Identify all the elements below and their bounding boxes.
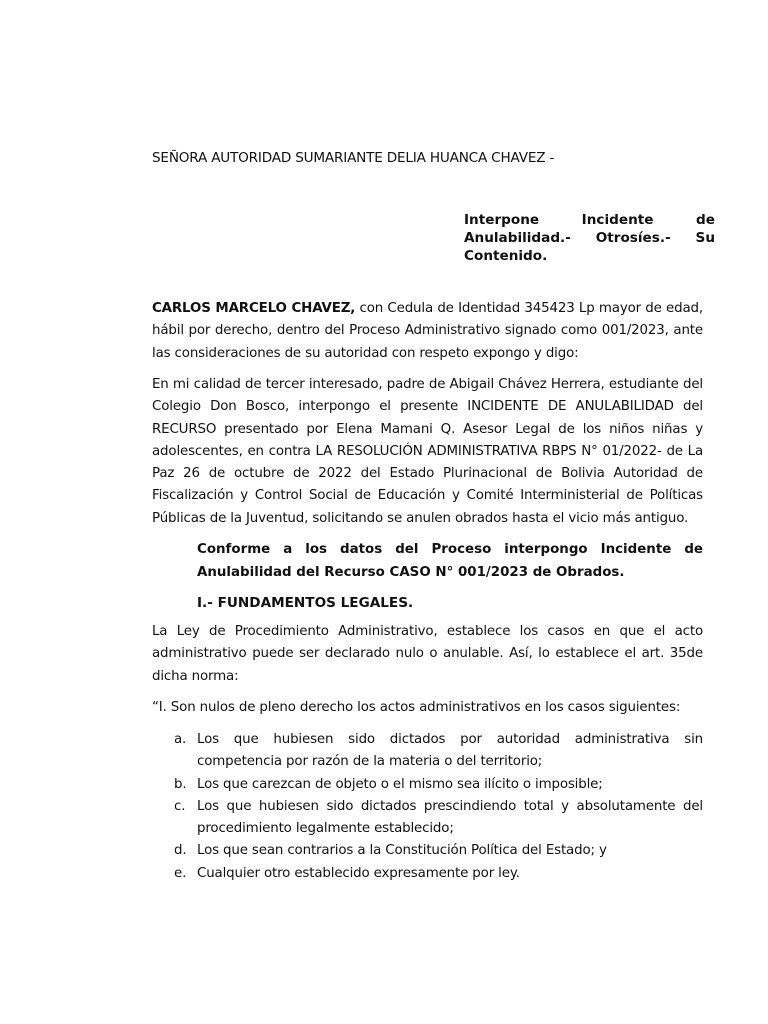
list-marker: a. bbox=[174, 732, 187, 747]
petitioner-name: CARLOS MARCELO CHAVEZ, bbox=[152, 301, 356, 316]
nullity-cases-list bbox=[152, 729, 703, 885]
list-item bbox=[152, 840, 703, 862]
paragraph-standing: En mi calidad de tercer interesado, padre de Abigail Chávez Herrera, estudiante del Colegio Don Bosco, interpongo el presente INCIDENTE DE ANULABILIDAD del RECURSO presentado por Elena Mamani Q. Asesor Legal de los niños niñas y adolescentes, en contra LA RESOLUCIÓN ADMINISTRATIVA RBPS N° 01/2022- de La Paz 26 de octubre de 2022 del Estado Plurinacional de Bolivia Autoridad de Fiscalización y Control Social de Educación y Comité Interministerial de Políticas Públicas de la Juventud, solicitando se anulen obrados hasta el vicio más antiguo. bbox=[152, 377, 703, 526]
list-item-text: Cualquier otro establecido expresamente por ley. bbox=[197, 865, 520, 881]
intro-text: con Cedula de Identidad 345423 Lp mayor de edad, hábil por derecho, dentro del Proceso Administrativo signado como 001/2023, ante las consideraciones de su autoridad con respeto expongo y digo: bbox=[152, 301, 703, 361]
list-marker: e. bbox=[174, 865, 187, 881]
paragraph-incident: Conforme a los datos del Proceso interpongo Incidente de Anulabilidad del Recurso CASO N° 001/2023 de Obrados. bbox=[197, 542, 703, 580]
sumilla: Interpone Incidente de Anulabilidad.- Otrosíes.- Su Contenido. bbox=[464, 212, 715, 264]
section-heading: I.- FUNDAMENTOS LEGALES. bbox=[197, 595, 414, 611]
list-marker: c. bbox=[174, 798, 186, 814]
list-item-text: Los que carezcan de objeto o el mismo sea ilícito o imposible; bbox=[197, 776, 603, 792]
paragraph-law: La Ley de Procedimiento Administrativo, establece los casos en que el acto administrativo puede ser declarado nulo o anulable. Así, lo establece el art. 35de dicha norma: bbox=[152, 624, 703, 684]
list-item bbox=[152, 774, 703, 796]
intro-paragraph bbox=[152, 298, 703, 365]
addressee-line: SEÑORA AUTORIDAD SUMARIANTE DELIA HUANCA CHAVEZ - bbox=[152, 150, 555, 166]
list-item bbox=[152, 863, 703, 885]
list-item-text: Los que hubiesen sido dictados por autoridad administrativa sin competencia por razón de la materia o del territorio; bbox=[197, 732, 703, 770]
list-marker: b. bbox=[174, 776, 187, 792]
list-item-text: Los que hubiesen sido dictados prescindiendo total y absolutamente del procedimiento legalmente establecido; bbox=[197, 798, 703, 837]
list-marker: d. bbox=[174, 843, 187, 859]
quote-intro: “I. Son nulos de pleno derecho los actos administrativos en los casos siguientes: bbox=[152, 700, 681, 715]
list-item-text: Los que sean contrarios a la Constitución Política del Estado; y bbox=[197, 843, 607, 859]
list-item bbox=[152, 796, 703, 841]
list-item bbox=[152, 729, 703, 774]
